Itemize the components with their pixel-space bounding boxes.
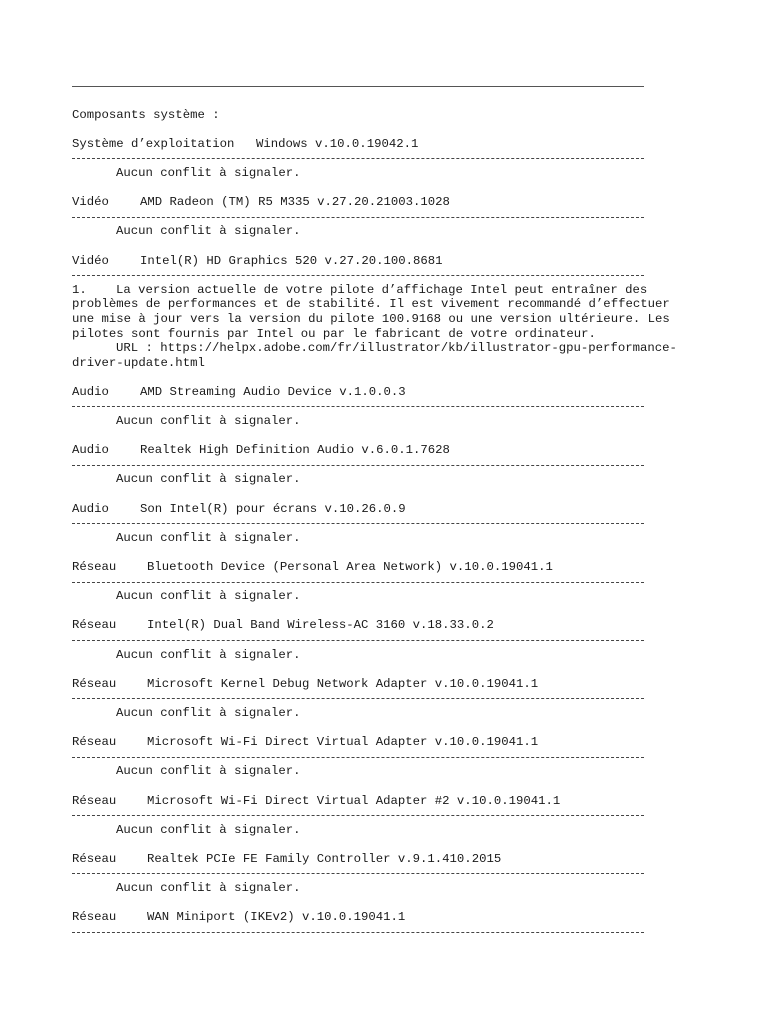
component-type: Réseau: [72, 735, 117, 750]
component-type: Audio: [72, 501, 109, 516]
dash-separator: [72, 210, 644, 225]
component-row: [72, 677, 702, 692]
component-device: Intel(R) Dual Band Wireless-AC 3160 v.18.33.0.2: [147, 618, 494, 633]
component-row: [72, 254, 702, 269]
dash-separator: [72, 575, 644, 590]
status-text: Aucun conflit à signaler.: [116, 764, 301, 779]
dash-separator: [72, 866, 644, 881]
note-line: une mise à jour vers la version du pilote 100.9168 ou une version ultérieure. Les: [72, 311, 670, 326]
dash-separator: [72, 516, 644, 531]
component-type: Réseau: [72, 618, 117, 633]
status-text: Aucun conflit à signaler.: [116, 165, 301, 180]
component-type: Audio: [72, 384, 109, 399]
section-heading: Composants système :: [72, 107, 220, 122]
status-text: Aucun conflit à signaler.: [116, 472, 301, 487]
url-link[interactable]: https://helpx.adobe.com/fr/illustrator/kb/illustrator-gpu-performance-: [160, 341, 677, 356]
top-rule: [72, 86, 644, 87]
component-type: Réseau: [72, 560, 117, 574]
component-type: Réseau: [72, 910, 117, 925]
component-row: [72, 735, 702, 750]
status-text: Aucun conflit à signaler.: [116, 881, 301, 896]
component-device: Microsoft Wi-Fi Direct Virtual Adapter v.10.0.19041.1: [147, 735, 539, 750]
component-type: Vidéo: [72, 253, 109, 268]
dash-separator: [72, 808, 644, 823]
status-text: Aucun conflit à signaler.: [116, 224, 301, 239]
url-line: [72, 341, 702, 356]
os-row: [72, 137, 702, 152]
component-device: AMD Radeon (TM) R5 M335 v.27.20.21003.1028: [140, 195, 450, 210]
component-device: Microsoft Wi-Fi Direct Virtual Adapter #2 v.10.0.19041.1: [147, 793, 561, 808]
url-label: URL :: [116, 341, 153, 356]
component-row: [72, 852, 702, 867]
component-type: Réseau: [72, 676, 117, 691]
component-device: Realtek High Definition Audio v.6.0.1.7628: [140, 443, 450, 458]
status-text: Aucun conflit à signaler.: [116, 530, 301, 545]
component-device: AMD Streaming Audio Device v.1.0.0.3: [140, 384, 406, 399]
component-device: Realtek PCIe FE Family Controller v.9.1.410.2015: [147, 851, 502, 866]
status-text: Aucun conflit à signaler.: [116, 589, 301, 604]
os-label: Système d’exploitation: [72, 136, 235, 151]
note-line: pilotes sont fournis par Intel ou par le fabricant de votre ordinateur.: [72, 326, 596, 341]
component-row: [72, 502, 702, 517]
dash-separator: [72, 268, 644, 283]
component-device: WAN Miniport (IKEv2) v.10.0.19041.1: [147, 910, 406, 925]
component-row: [72, 794, 702, 809]
report-content: [72, 93, 702, 939]
status-text: Aucun conflit à signaler.: [116, 414, 301, 429]
component-row: [72, 618, 702, 633]
component-row: [72, 560, 702, 575]
component-type: Vidéo: [72, 195, 109, 210]
note-number: 1.: [72, 282, 87, 297]
url-link-continued[interactable]: driver-update.html: [72, 355, 205, 370]
status-text: Aucun conflit à signaler.: [116, 647, 301, 662]
component-row: [72, 195, 702, 210]
component-row: [72, 385, 702, 400]
dash-separator: [72, 458, 644, 473]
component-device: Bluetooth Device (Personal Area Network) v.10.0.19041.1: [147, 560, 553, 574]
dash-separator: [72, 750, 644, 765]
dash-separator: [72, 691, 644, 706]
os-value: Windows v.10.0.19042.1: [256, 136, 419, 151]
dash-separator: [72, 925, 644, 940]
dash-separator: [72, 151, 644, 166]
component-type: Réseau: [72, 851, 117, 866]
component-device: Intel(R) HD Graphics 520 v.27.20.100.8681: [140, 253, 443, 268]
component-row: [72, 443, 702, 458]
component-row: [72, 910, 702, 925]
note-line: 1. La version actuelle de votre pilote d’affichage Intel peut entraîner des: [72, 282, 648, 297]
dash-separator: [72, 399, 644, 414]
dash-separator: [72, 633, 644, 648]
component-device: Son Intel(R) pour écrans v.10.26.0.9: [140, 501, 406, 516]
note-line: problèmes de performances et de stabilité. Il est vivement recommandé d’effectuer: [72, 297, 670, 312]
status-text: Aucun conflit à signaler.: [116, 822, 301, 837]
component-type: Audio: [72, 443, 109, 458]
component-device: Microsoft Kernel Debug Network Adapter v.10.0.19041.1: [147, 676, 539, 691]
status-text: Aucun conflit à signaler.: [116, 705, 301, 720]
component-type: Réseau: [72, 793, 117, 808]
